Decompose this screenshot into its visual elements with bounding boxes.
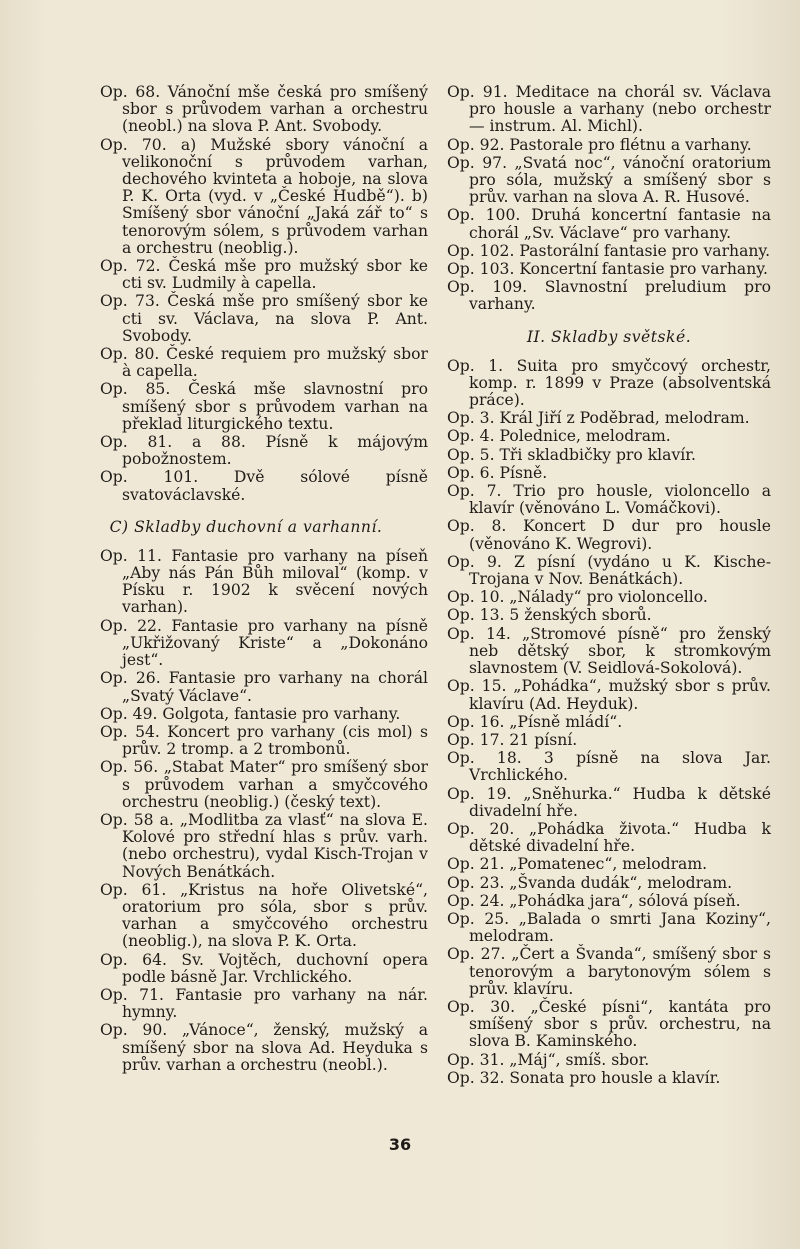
list-item: Op. 73. Česká mše pro smíšený sbor ke cti sv. Václava, na slova P. Ant. Svobody. [100, 292, 428, 345]
list-item: Op. 26. Fantasie pro varhany na chorál „Svatý Václave“. [100, 669, 428, 705]
left-entries-organ [100, 548, 428, 1074]
list-item: Op. 25. „Balada o smrti Jana Koziny“, melodram. [447, 909, 771, 946]
list-item: Op. 27. „Čert a Švanda“, smíšený sbor s tenorovým a barytonovým sólem s prův. klavíru. [447, 945, 771, 998]
section-heading-c: C) Skladby duchovní a varhanní. [109, 517, 383, 536]
left-column [100, 84, 428, 1075]
list-item: Op. 71. Fantasie pro varhany na nár. hymny. [100, 985, 428, 1022]
list-item: Op. 19. „Sněhurka.“ Hudba k dětské divadelní hře. [447, 784, 771, 820]
list-item: Op. 24. „Pohádka jara“, sólová píseň. [447, 891, 741, 910]
list-item: Op. 9. Z písní (vydáno u K. Kische-Trojana v Nov. Benátkách). [447, 552, 771, 589]
list-item: Op. 100. Druhá koncertní fantasie na chorál „Sv. Václave“ pro varhany. [447, 206, 771, 242]
list-item: Op. 21. „Pomatenec“, melodram. [447, 855, 708, 874]
right-column [447, 84, 771, 1088]
section-heading-ii: II. Skladby světské. [526, 327, 692, 346]
right-entries-secular [447, 358, 771, 1087]
list-item: Op. 68. Vánoční mše česká pro smíšený sbor s průvodem varhan a orchestru (neobl.) na slova P. Ant. Svobody. [100, 83, 428, 136]
list-item: Op. 103. Koncertní fantasie pro varhany. [447, 260, 768, 279]
list-item: Op. 1. Suita pro smyčcový orchestr, komp. r. 1899 v Praze (absolventská práce). [447, 356, 771, 410]
list-item: Op. 80. České requiem pro mužský sbor à capella. [100, 345, 428, 381]
list-item: Op. 97. „Svatá noc“, vánoční oratorium pro sóla, mužský a smíšený sbor s prův. varhan na slova A. R. Husové. [447, 153, 771, 207]
list-item: Op. 23. „Švanda dudák“, melodram. [447, 873, 733, 892]
list-item: Op. 109. Slavnostní preludium pro varhany. [447, 278, 771, 314]
list-item: Op. 56. „Stabat Mater“ pro smíšený sbor s průvodem varhan a smyčcového orchestru (neoblig.) (český text). [100, 758, 428, 811]
list-item: Op. 91. Meditace na chorál sv. Václava pro housle a varhany (nebo orchestr — instrum. Al. Michl). [447, 83, 771, 136]
list-item: Op. 61. „Kristus na hoře Olivetské“, oratorium pro sóla, sbor s prův. varhan a smyčcového orchestru (neoblig.), na slova P. K. Orta. [100, 880, 428, 951]
list-item: Op. 32. Sonata pro housle a klavír. [447, 1068, 721, 1087]
right-entries-organ [447, 84, 771, 314]
list-item: Op. 15. „Pohádka“, mužský sbor s prův. klavíru (Ad. Heyduk). [447, 677, 771, 713]
list-item: Op. 20. „Pohádka života.“ Hudba k dětské divadelní hře. [447, 819, 771, 856]
list-item: Op. 16. „Písně mládí“. [447, 712, 623, 731]
list-item: Op. 72. Česká mše pro mužský sbor ke cti sv. Ludmily à capella. [100, 257, 428, 293]
list-item: Op. 64. Sv. Vojtěch, duchovní opera podle básně Jar. Vrchlického. [100, 950, 428, 986]
list-item: Op. 54. Koncert pro varhany (cis mol) s prův. 2 tromp. a 2 trombonů. [100, 722, 428, 759]
list-item: Op. 49. Golgota, fantasie pro varhany. [100, 704, 401, 723]
list-item: Op. 13. 5 ženských sborů. [447, 606, 652, 625]
list-item: Op. 70. a) Mužské sbory vánoční a velikonoční s průvodem varhan, dechového kvinteta a hoboje, na slova P. K. Orta (vyd. v „České Hudbě“). b) Smíšený sbor vánoční „Jaká zář to“ s tenorovým sólem, s průvodem varhan a orchestru (neoblig.). [100, 135, 428, 257]
left-entries-sacred [100, 84, 428, 504]
list-item: Op. 7. Trio pro housle, violoncello a klavír (věnováno L. Vomáčkovi). [447, 482, 771, 518]
list-item: Op. 92. Pastorale pro flétnu a varhany. [447, 135, 752, 154]
list-item: Op. 8. Koncert D dur pro housle (věnováno K. Wegrovi). [447, 517, 771, 553]
list-item: Op. 5. Tři skladbičky pro klavír. [447, 445, 696, 464]
list-item: Op. 10. „Nálady“ pro violoncello. [447, 588, 708, 607]
list-item: Op. 3. Král Jiří z Poděbrad, melodram. [447, 409, 750, 428]
list-item: Op. 11. Fantasie pro varhany na píseň „Aby nás Pán Bůh miloval“ (komp. v Písku r. 1902 k svěcení nových varhan). [100, 546, 428, 617]
list-item: Op. 18. 3 písně na slova Jar. Vrchlického. [447, 749, 771, 785]
list-item: Op. 102. Pastorální fantasie pro varhany. [447, 241, 771, 260]
list-item: Op. 14. „Stromové písně“ pro ženský neb dětský sbor, k stromkovým slavnostem (V. Seidlová-Sokolová). [447, 624, 771, 678]
list-item: Op. 30. „České písni“, kantáta pro smíšený sbor s prův. orchestru, na slova B. Kaminského. [447, 997, 771, 1051]
list-item: Op. 85. Česká mše slavnostní pro smíšený sbor s průvodem varhan na překlad liturgického textu. [100, 380, 428, 433]
list-item: Op. 22. Fantasie pro varhany na písně „Ukřižovaný Kriste“ a „Dokonáno jest“. [100, 616, 428, 670]
list-item: Op. 58 a. „Modlitba za vlasť“ na slova E. Kolové pro střední hlas s prův. varh. (nebo orchestru), vydal Kisch-Trojan v Nových Benátkách. [100, 810, 428, 881]
list-item: Op. 90. „Vánoce“, ženský, mužský a smíšený sbor na slova Ad. Heyduka s prův. varhan a orchestru (neobl.). [100, 1021, 428, 1074]
list-item: Op. 6. Písně. [447, 463, 548, 482]
list-item: Op. 17. 21 písní. [447, 730, 578, 749]
list-item: Op. 101. Dvě sólové písně svatováclavské. [100, 468, 428, 504]
list-item: Op. 4. Polednice, melodram. [447, 427, 671, 446]
list-item: Op. 81. a 88. Písně k májovým pobožnostem. [100, 433, 428, 469]
page-number: 36 [388, 1135, 412, 1154]
list-item: Op. 31. „Máj“, smíš. sbor. [447, 1050, 650, 1069]
